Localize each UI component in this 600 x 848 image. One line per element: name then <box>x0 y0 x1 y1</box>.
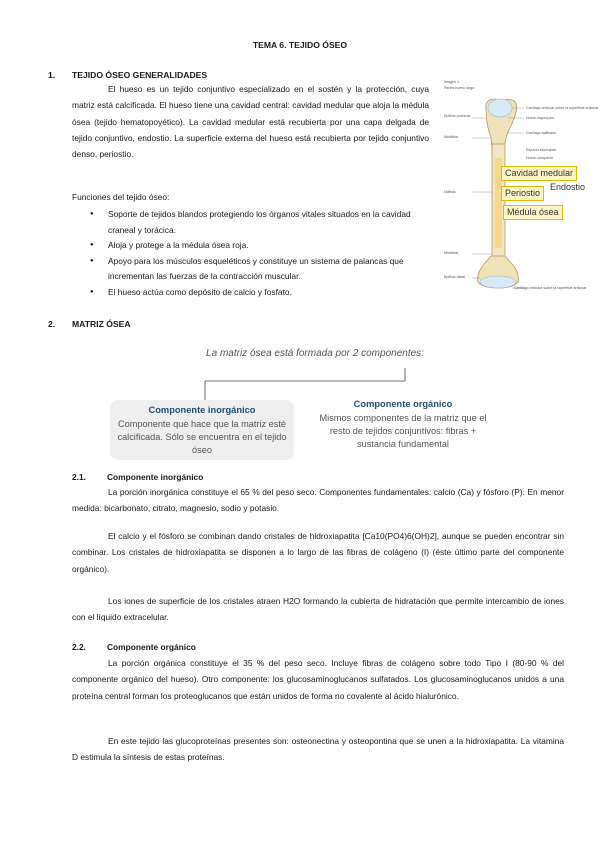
callout-endostio: Endostio <box>550 182 586 192</box>
subsection-title: Componente inorgánico <box>107 472 204 482</box>
label-compact-bone: Hueso compacto <box>526 156 553 160</box>
label-epiphyseal-cartilage: Cartílago epifisario <box>526 131 556 135</box>
paragraph-text: La porción orgánica constituye el 35 % del peso seco. Incluye fibras de colágeno sobre todo Tipo I (80-90 % del componente orgánico del hueso). Otro componente: los glucosaminoglucanos sulfatados. Los glucosaminoglucanos unidos a una proteína central forman los proteoglucanos que están unidos de forma no covalente al ácido hialurónico. <box>72 658 564 701</box>
label-spongy-space: Espacio esponjoso <box>526 148 557 152</box>
label-articular-cartilage: Cartílago articular sobre la superficie articular <box>526 106 599 110</box>
box-title: Componente orgánico <box>353 399 453 409</box>
box-body: Mismos componentes de la matriz que el resto de tejidos conjuntivos: fibras + sustancia fundamental <box>319 413 487 449</box>
callout-periostio: Periostio <box>501 186 544 201</box>
label-metaphysis: Metáfisis <box>444 135 459 139</box>
callout-medula-osea: Médula ósea <box>503 205 563 220</box>
label-epiphysis-distal: Epífisis distal <box>444 275 465 279</box>
paragraph-text: Los iones de superficie de los cristales atraen H2O formando la cubierta de hidratación que permite intercambio de iones con el líquido extracelular. <box>72 596 564 623</box>
section-2-heading <box>48 319 408 331</box>
organic-component-box <box>306 392 500 460</box>
paragraph <box>72 484 564 517</box>
matrix-diagram <box>110 348 520 458</box>
callout-cavidad-medular: Cavidad medular <box>501 166 577 181</box>
section-number: 2. <box>48 319 56 329</box>
section-title: MATRIZ ÓSEA <box>72 319 131 329</box>
functions-heading: Funciones del tejido óseo: <box>72 192 170 202</box>
paragraph <box>72 528 564 577</box>
section-1-paragraph <box>72 81 429 162</box>
label-diaphysis: Diáfisis <box>444 190 456 194</box>
label-epiphysis-proximal: Epífisis proximal <box>444 114 471 118</box>
list-item: ● Apoyo para los músculos esqueléticos y constituye un sistema de palancas que incrementan las fuerzas de la contracción muscular. <box>108 254 429 285</box>
diagram-top-text: La matriz ósea está formada por 2 componentes: <box>206 348 424 359</box>
page-title: TEMA 6. TEJIDO ÓSEO <box>252 40 348 50</box>
subsection-number: 2.2. <box>72 642 86 652</box>
paragraph-text: En este tejido las glucoproteínas presentes son: osteonectina y osteopontina que se unen a la hidroxiapatita. La vitamina D estimula la síntesis de estas proteínas. <box>72 736 564 763</box>
list-item: ● El hueso actúa como depósito de calcio y fosfato. <box>108 285 429 301</box>
paragraph <box>72 733 564 766</box>
label-metaphysis: Metáfisis <box>444 251 459 255</box>
subsection-2-2-heading <box>72 642 372 654</box>
list-item: ● Soporte de tejidos blandos protegiendo los órganos vitales situados en la cavidad craneal y torácica. <box>108 207 429 238</box>
section-number: 1. <box>48 70 56 80</box>
subsection-number: 2.1. <box>72 472 86 482</box>
paragraph <box>72 593 564 626</box>
list-item: ● Aloja y protege a la médula ósea roja. <box>108 238 429 254</box>
inorganic-component-box <box>110 400 294 460</box>
paragraph <box>72 655 564 704</box>
subsection-2-1-heading <box>72 472 372 484</box>
figure-caption: Imagen 1. <box>444 80 460 84</box>
paragraph-text: La porción inorgánica constituye el 65 % del peso seco. Componentes fundamentales: calcio (Ca) y fósforo (P). En menor medida: bicarbonato, citrato, magnesio, sodio y potasio. <box>72 487 564 514</box>
functions-list <box>108 207 429 301</box>
paragraph-text: El hueso es un tejido conjuntivo especializado en el sostén y la protección, cuya matriz está calcificada. El hueso tiene una cavidad central: cavidad medular que aloja la médula ósea (tejido hematopoyético). La cavidad medular está recubierta por una capa delgada de tejido conjuntivo, endostio. La superficie externa del hueso está recubierta por tejido conjuntivo denso, periostio. <box>72 84 429 160</box>
paragraph-text: El calcio y el fósforo se combinan dando cristales de hidroxiapatita [Ca10(PO4)6(OH)2], aunque se pueden encontrar sin combinar. Los cristales de hidroxiapatita se disponen a lo largo de las fibras de colágeno (I) (éste último parte del componente orgánico). <box>72 531 564 574</box>
section-title: TEJIDO ÓSEO GENERALIDADES <box>72 70 208 80</box>
label-spongy-bone: Hueso esponjoso <box>526 116 554 120</box>
figure-caption: Partes hueso largo <box>444 86 475 90</box>
label-articular-cartilage: Cartílago articular sobre la superficie articular <box>514 286 587 290</box>
box-body: Componente que hace que la matriz esté calcificada. Sólo se encuentra en el tejido óseo <box>117 419 287 455</box>
subsection-title: Componente orgánico <box>107 642 196 652</box>
box-title: Componente inorgánico <box>148 405 256 415</box>
